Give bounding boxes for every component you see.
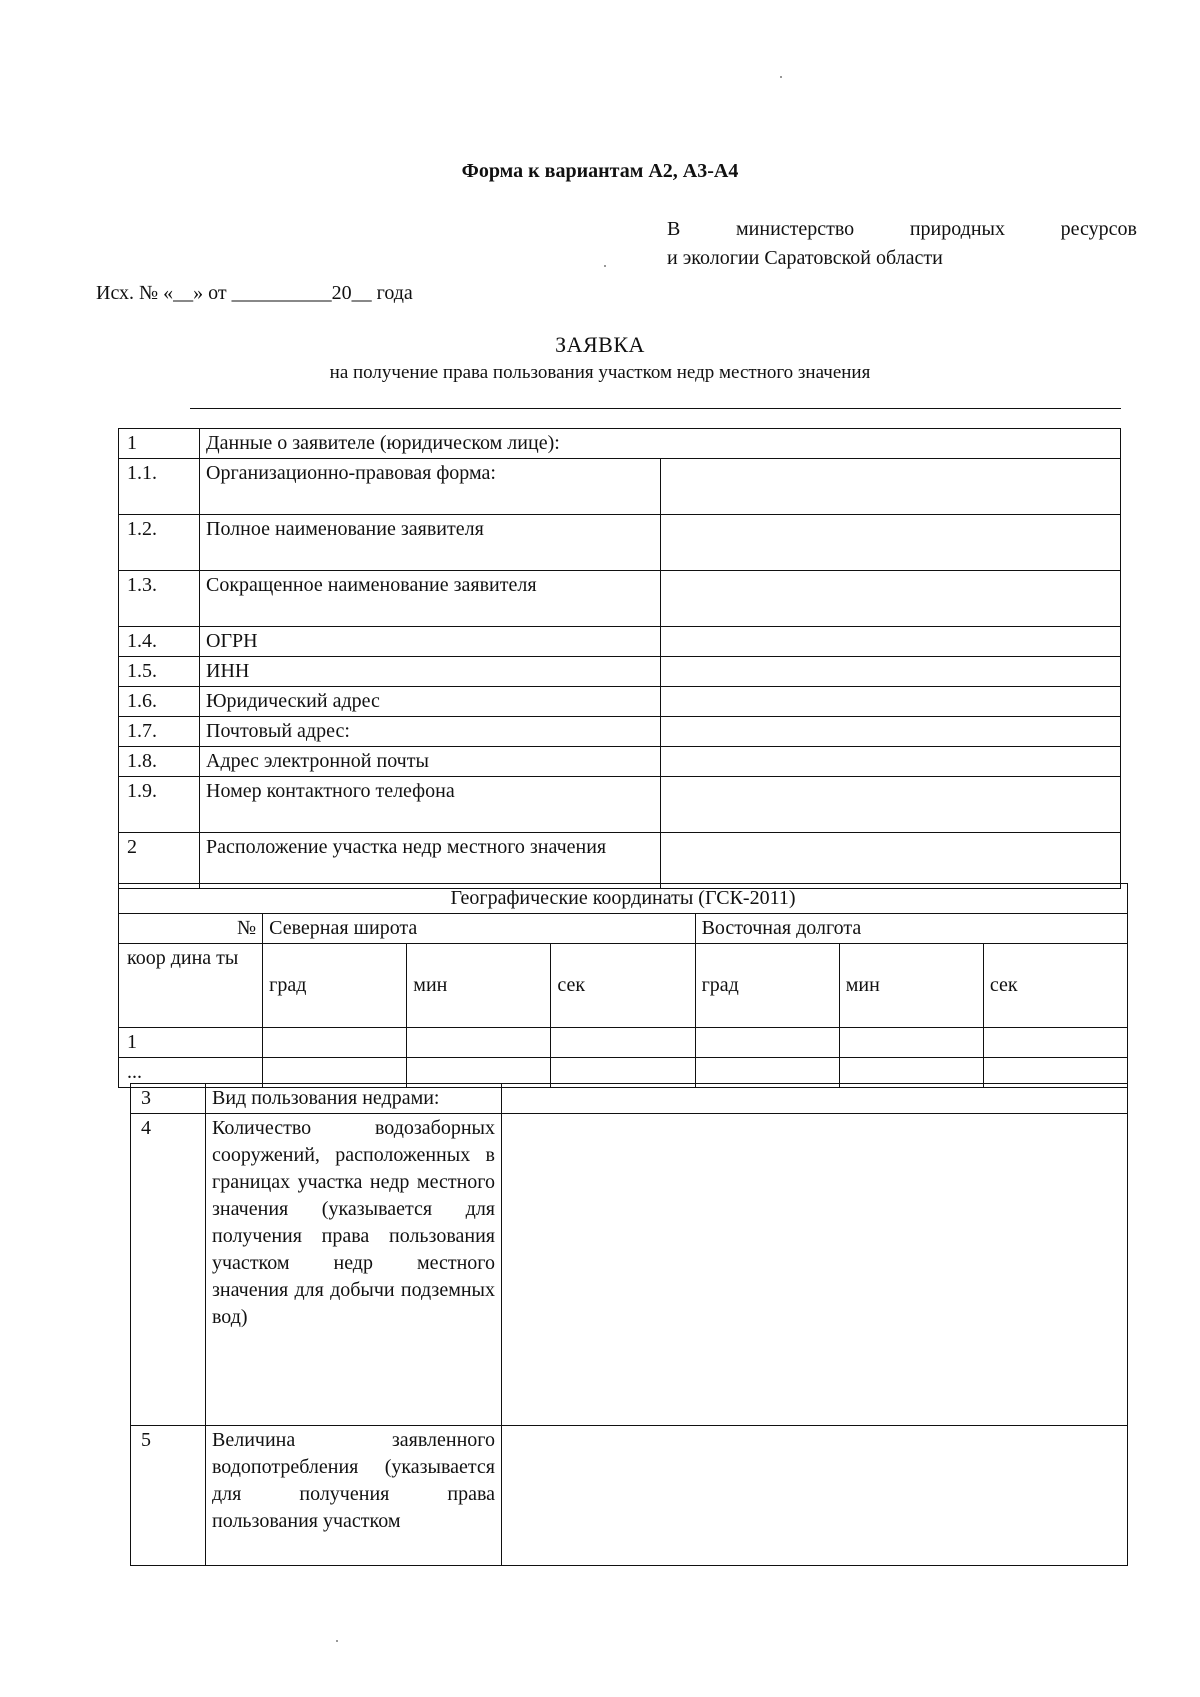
table-row — [119, 429, 1121, 459]
scan-speck — [604, 265, 606, 267]
table-row — [119, 1028, 1128, 1058]
row-number: 4 — [131, 1114, 206, 1426]
table-top-border — [190, 408, 1121, 409]
addressee-word: В — [667, 218, 681, 240]
coord-row-number: 1 — [119, 1028, 263, 1058]
addressee-word: природных — [909, 218, 1005, 240]
row-label: Величина заявленного водопотребления (указывается для получения права пользования участком — [206, 1426, 502, 1566]
north-min-header: мин — [407, 944, 551, 1028]
row-label: Номер контактного телефона — [200, 777, 661, 833]
value-cell[interactable] — [660, 515, 1121, 571]
row-label: Адрес электронной почты — [200, 747, 661, 777]
row-number: 1.4. — [119, 627, 200, 657]
coordinates-title: Географические координаты (ГСК-2011) — [119, 884, 1128, 914]
row-number: 3 — [131, 1084, 206, 1114]
table-row — [131, 1114, 1128, 1426]
value-cell[interactable] — [660, 833, 1121, 889]
row-label: ОГРН — [200, 627, 661, 657]
coord-row-number: ... — [119, 1058, 263, 1088]
table-row — [119, 515, 1121, 571]
value-cell[interactable] — [263, 1028, 407, 1058]
table-row — [119, 627, 1121, 657]
coord-number-subheader: коор дина ты — [119, 944, 263, 1028]
table-row — [119, 717, 1121, 747]
row-label: Организационно-правовая форма: — [200, 459, 661, 515]
row-label: ИНН — [200, 657, 661, 687]
row-label: Сокращенное наименование заявителя — [200, 571, 661, 627]
row-label: Почтовый адрес: — [200, 717, 661, 747]
table-row — [119, 833, 1121, 889]
row-number: 5 — [131, 1426, 206, 1566]
table-row — [119, 944, 1128, 1028]
east-min-header: мин — [839, 944, 983, 1028]
document-title: ЗАЯВКА — [555, 332, 645, 357]
form-title: Форма к вариантам А2, А3-А4 — [461, 160, 739, 182]
table-row — [131, 1426, 1128, 1566]
row-number: 1.8. — [119, 747, 200, 777]
row-label: Расположение участка недр местного значения — [200, 833, 661, 889]
value-cell[interactable] — [660, 747, 1121, 777]
applicant-data-table — [118, 428, 1121, 889]
value-cell[interactable] — [502, 1114, 1128, 1426]
row-number: 1.5. — [119, 657, 200, 687]
outgoing-number-line: Исх. № «__» от __________20__ года — [96, 282, 413, 304]
table-row — [119, 914, 1128, 944]
value-cell[interactable] — [660, 687, 1121, 717]
table-row — [131, 1084, 1128, 1114]
subsoil-use-table — [130, 1083, 1128, 1566]
value-cell[interactable] — [660, 459, 1121, 515]
coordinates-table — [118, 883, 1128, 1088]
value-cell[interactable] — [660, 717, 1121, 747]
addressee-block — [667, 215, 1137, 273]
coord-number-header: № — [119, 914, 263, 944]
table-row — [119, 747, 1121, 777]
value-cell[interactable] — [839, 1028, 983, 1058]
table-row — [119, 777, 1121, 833]
value-cell[interactable] — [660, 571, 1121, 627]
scan-speck — [780, 76, 782, 78]
row-number: 1.6. — [119, 687, 200, 717]
table-row — [119, 687, 1121, 717]
row-label: Полное наименование заявителя — [200, 515, 661, 571]
value-cell[interactable] — [983, 1028, 1127, 1058]
document-subtitle: на получение права пользования участком недр местного значения — [329, 362, 871, 383]
value-cell[interactable] — [660, 627, 1121, 657]
table-row — [119, 459, 1121, 515]
addressee-line-2: и экологии Саратовской области — [667, 247, 943, 269]
value-cell[interactable] — [695, 1028, 839, 1058]
row-number: 1.1. — [119, 459, 200, 515]
row-number: 1.9. — [119, 777, 200, 833]
value-cell[interactable] — [660, 777, 1121, 833]
value-cell[interactable] — [660, 657, 1121, 687]
east-deg-header: град — [695, 944, 839, 1028]
value-cell[interactable] — [407, 1028, 551, 1058]
value-cell[interactable] — [502, 1084, 1128, 1114]
table-row — [119, 657, 1121, 687]
north-latitude-header: Северная широта — [263, 914, 695, 944]
row-number: 1.3. — [119, 571, 200, 627]
row-number: 1.2. — [119, 515, 200, 571]
row-number: 2 — [119, 833, 200, 889]
east-sec-header: сек — [983, 944, 1127, 1028]
row-number: 1 — [119, 429, 200, 459]
value-cell[interactable] — [502, 1426, 1128, 1566]
row-label: Юридический адрес — [200, 687, 661, 717]
north-sec-header: сек — [551, 944, 695, 1028]
addressee-word: ресурсов — [1060, 218, 1137, 240]
row-number: 1.7. — [119, 717, 200, 747]
east-longitude-header: Восточная долгота — [695, 914, 1127, 944]
row-label: Вид пользования недрами: — [206, 1084, 502, 1114]
value-cell[interactable] — [551, 1028, 695, 1058]
addressee-word: министерство — [736, 218, 855, 240]
table-row — [119, 571, 1121, 627]
row-label: Данные о заявителе (юридическом лице): — [200, 429, 1121, 459]
north-deg-header: град — [263, 944, 407, 1028]
row-label: Количество водозаборных сооружений, расположенных в границах участка недр местного значения (указывается для получения права пользования участком недр местного значения для добычи подземных вод) — [206, 1114, 502, 1426]
scan-speck — [336, 1640, 338, 1642]
table-row — [119, 884, 1128, 914]
